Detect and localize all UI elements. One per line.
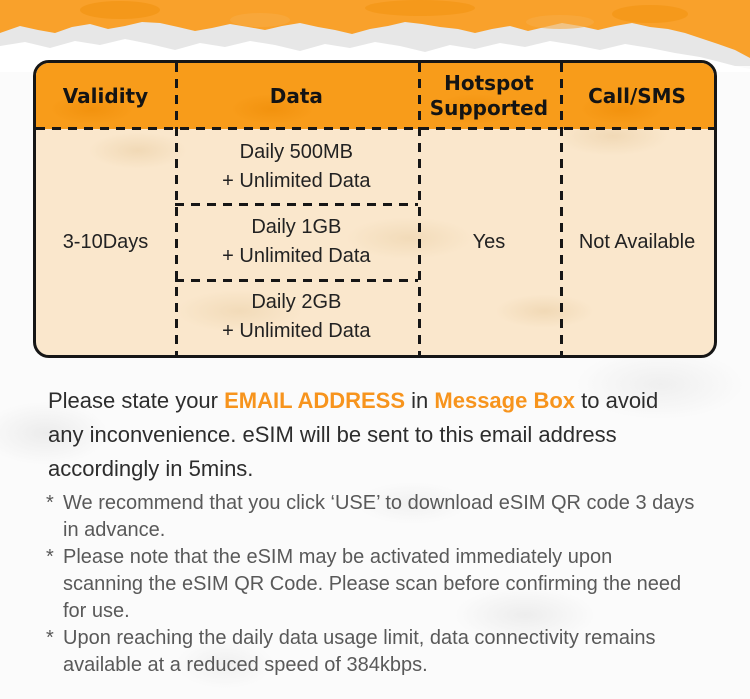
column-header-call-sms: Call/SMS <box>560 63 714 129</box>
note-text: Upon reaching the daily data usage limit, data connectivity remains available at a reduced speed of 384kbps. <box>63 627 656 676</box>
plan-amount: Daily 1GB <box>251 215 342 238</box>
header-row-divider <box>36 127 714 130</box>
call-sms-cell: Not Available <box>578 230 696 253</box>
asterisk-marker: * <box>46 492 54 514</box>
data-plan-cell-500mb <box>175 129 418 204</box>
message-box-highlight: Message Box <box>434 388 576 413</box>
column-header-data: Data <box>175 63 418 129</box>
column-divider-1 <box>175 63 178 355</box>
email-notice-paragraph <box>48 384 696 486</box>
notice-text: to avoid any inconvenience. eSIM will be sent to this email address accordingly in 5mins. <box>48 388 659 481</box>
column-header-hotspot: Hotspot Supported <box>418 63 560 129</box>
hotspot-supported-cell: Yes <box>472 230 506 253</box>
plan-amount: Daily 2GB <box>251 291 342 314</box>
plan-amount: Daily 500MB <box>239 140 354 163</box>
column-divider-2 <box>418 63 421 355</box>
notice-text: in <box>405 388 435 413</box>
note-item-activation <box>46 544 696 625</box>
asterisk-marker: * <box>46 546 54 568</box>
data-subrow-divider-1 <box>175 203 418 206</box>
plan-extra: + Unlimited Data <box>222 169 371 192</box>
column-divider-3 <box>560 63 563 355</box>
note-item-speed-limit <box>46 625 696 679</box>
data-plan-cell-2gb <box>175 280 418 355</box>
column-header-validity: Validity <box>36 63 175 129</box>
plan-extra: + Unlimited Data <box>222 244 371 267</box>
note-text: Please note that the eSIM may be activated immediately upon scanning the eSIM QR Code. Please scan before confirming the need for use. <box>63 546 682 622</box>
data-subrow-divider-2 <box>175 279 418 282</box>
data-plan-cell-1gb <box>175 204 418 279</box>
plan-extra: + Unlimited Data <box>222 320 371 343</box>
note-item-use-qr <box>46 490 696 544</box>
asterisk-marker: * <box>46 627 54 649</box>
footnotes-list <box>46 490 696 679</box>
notice-text: Please state your <box>48 388 225 413</box>
note-text: We recommend that you click ‘USE’ to download eSIM QR code 3 days in advance. <box>63 492 695 541</box>
plan-details-table <box>33 60 717 358</box>
email-address-highlight: EMAIL ADDRESS <box>224 388 406 413</box>
validity-cell: 3-10Days <box>62 230 149 253</box>
